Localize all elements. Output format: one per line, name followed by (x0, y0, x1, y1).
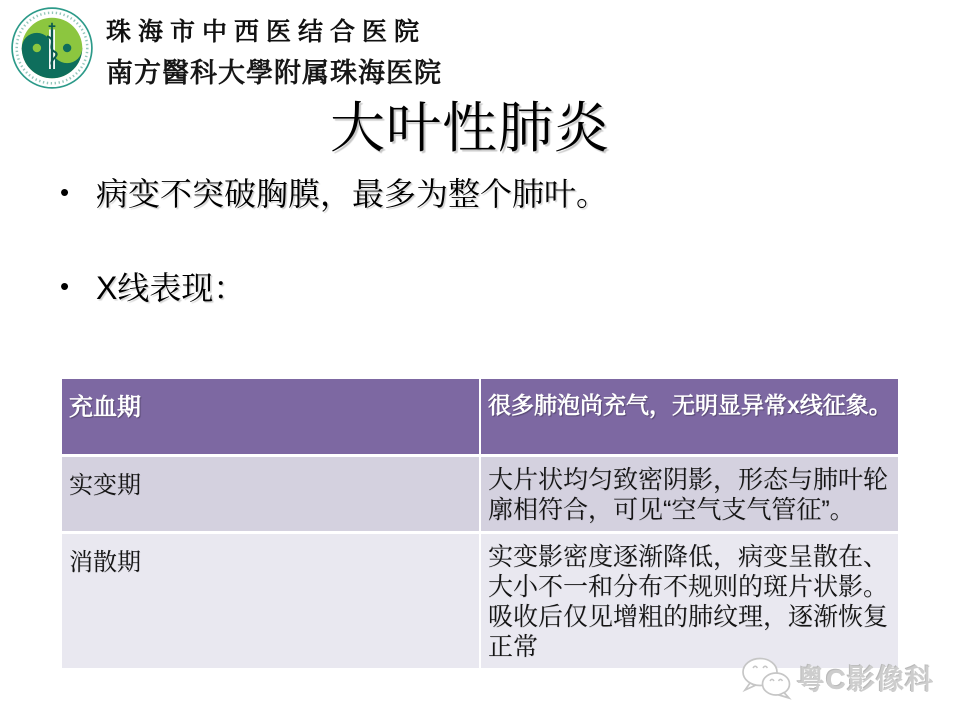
xray-stages-table (62, 379, 898, 668)
table-row-congestion-stage (62, 379, 898, 455)
stage-cell: 充血期 (62, 379, 480, 455)
hospital-yinyang-caduceus-logo (10, 6, 94, 90)
bullet-item-pathology (60, 173, 910, 215)
hospital-names (106, 6, 442, 90)
page-title: 大叶性肺炎 (329, 97, 610, 159)
hospital-name-line2: 南方醫科大學附属珠海医院 (106, 58, 442, 89)
bullet-list (60, 173, 910, 309)
hospital-header (10, 6, 442, 90)
watermark (739, 656, 934, 700)
wechat-bubbles-icon (739, 656, 793, 700)
description-cell: 大片状均匀致密阴影，形态与肺叶轮廓相符合，可见“空气支气管征”。 (480, 455, 898, 532)
hospital-name-line1: 珠海市中西医结合医院 (106, 17, 427, 46)
table-row-consolidation-stage (62, 455, 898, 532)
bullet-text: 病变不突破胸膜，最多为整个肺叶。 (96, 176, 609, 212)
bullet-marker: • (60, 177, 70, 207)
watermark-text: 粤C影像科 (796, 664, 934, 695)
bullet-item-xray (60, 267, 910, 309)
bullet-text: X线表现： (96, 270, 246, 306)
description-cell: 很多肺泡尚充气，无明显异常x线征象。 (480, 379, 898, 455)
bullet-marker: • (60, 271, 70, 301)
stage-cell: 消散期 (62, 532, 480, 668)
table-row-resolution-stage (62, 532, 898, 668)
hospital-logo-icon (10, 6, 94, 90)
description-cell: 实变影密度逐渐降低，病变呈散在、大小不一和分布不规则的斑片状影。吸收后仅见增粗的肺纹理，逐渐恢复正常 (480, 532, 898, 668)
stage-cell: 实变期 (62, 455, 480, 532)
